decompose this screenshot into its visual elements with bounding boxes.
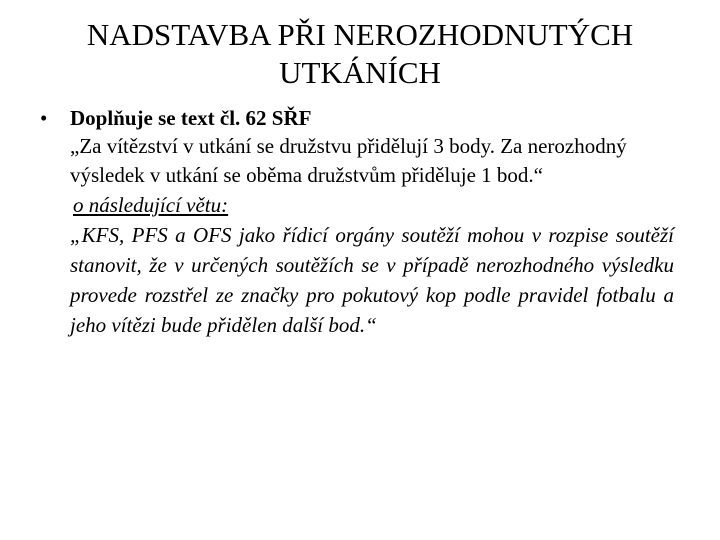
- bullet-item: [38, 104, 678, 340]
- slide-body: [38, 104, 678, 340]
- added-rule-text: „KFS, PFS a OFS jako řídicí orgány soutěží mohou v rozpise soutěží stanovit, že v určených soutěžích se v případě nerozhodného výsledku provede rozstřel ze značky pro pokutový kop podle pravidel fotbalu a jeho vítězi bude přidělen další bod.“: [70, 223, 674, 337]
- bullet-heading: Doplňuje se text čl. 62 SŘF: [70, 106, 312, 130]
- intro-text: o následující větu:: [73, 193, 229, 217]
- slide-title: NADSTAVBA PŘI NEROZHODNUTÝCH UTKÁNÍCH: [86, 17, 634, 90]
- original-rule-text: „Za vítězství v utkání se družstvu přidělují 3 body. Za nerozhodný výsledek v utkání se oběma družstvům přiděluje 1 bod.“: [70, 134, 627, 187]
- bullet-content: [70, 104, 674, 340]
- bullet-icon: •: [40, 106, 48, 130]
